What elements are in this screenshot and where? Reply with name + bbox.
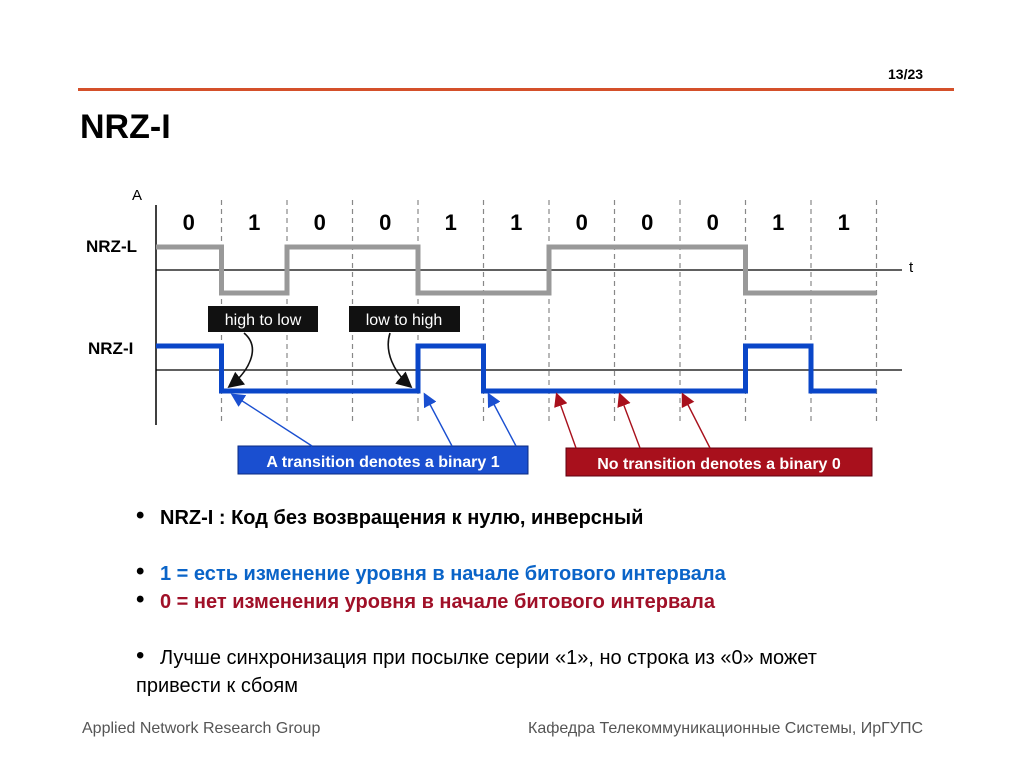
bit-label: 1	[248, 210, 261, 235]
tag-low-to-high	[349, 306, 460, 332]
caption-no-transition-text: No transition denotes a binary 0	[597, 456, 841, 473]
bit-label: 0	[706, 210, 719, 235]
bit-label: 1	[837, 210, 850, 235]
caption-no-transition-box	[566, 448, 872, 476]
arrow-low-to-high	[388, 333, 410, 386]
page-number: 13/23	[888, 66, 924, 82]
time-axis-label: t	[909, 259, 914, 276]
nrzl-label: NRZ-L	[86, 237, 137, 256]
bullet-list	[136, 504, 926, 700]
bullet-dot-icon: •	[136, 642, 145, 669]
bit-label: 1	[510, 210, 523, 235]
bit-label: 0	[182, 210, 195, 235]
tag-high-to-low	[208, 306, 318, 332]
bit-label: 0	[379, 210, 392, 235]
bullet-definition	[136, 504, 926, 532]
bit-label: 0	[575, 210, 588, 235]
caption-transition-text: A transition denotes a binary 1	[266, 454, 500, 471]
bit-label: 0	[641, 210, 654, 235]
nrzi-label: NRZ-I	[88, 339, 134, 358]
footer-group-name: Applied Network Research Group	[82, 720, 321, 737]
bullet-dot-icon: •	[136, 558, 145, 585]
caption-transition-box	[238, 446, 528, 474]
bullet-one-rule	[136, 560, 926, 588]
tag-low-to-high-text: low to high	[365, 312, 443, 329]
blue-pointer-arrows	[233, 395, 516, 446]
bullet-zero-rule-text: 0 = нет изменения уровня в начале битового интервала	[160, 591, 715, 613]
footer-department: Кафедра Телекоммуникационные Системы, ИрГУПС	[528, 720, 923, 737]
bullet-sync-note-line1: Лучше синхронизация при посылке серии «1», но строка из «0» может	[160, 647, 817, 669]
bullet-sync-note-line2: привести к сбоям	[136, 675, 299, 697]
bullet-definition-text: NRZ-I : Код без возвращения к нулю, инверсный	[160, 507, 644, 529]
bit-labels	[183, 210, 850, 235]
bullet-dot-icon: •	[136, 586, 145, 613]
arrow-high-to-low	[230, 333, 252, 386]
bullet-one-rule-text: 1 = есть изменение уровня в начале битового интервала	[160, 563, 726, 585]
bullet-sync-note	[136, 644, 926, 700]
bullet-zero-rule	[136, 588, 926, 616]
nrzi-waveform	[156, 346, 877, 391]
slide-title: NRZ-I	[80, 108, 171, 146]
bit-label: 0	[313, 210, 326, 235]
red-pointer-arrows	[557, 395, 710, 448]
tag-high-to-low-text: high to low	[224, 312, 302, 329]
amplitude-axis-label: A	[132, 187, 143, 204]
bit-label: 1	[444, 210, 457, 235]
bit-label: 1	[772, 210, 785, 235]
bullet-dot-icon: •	[136, 502, 145, 529]
